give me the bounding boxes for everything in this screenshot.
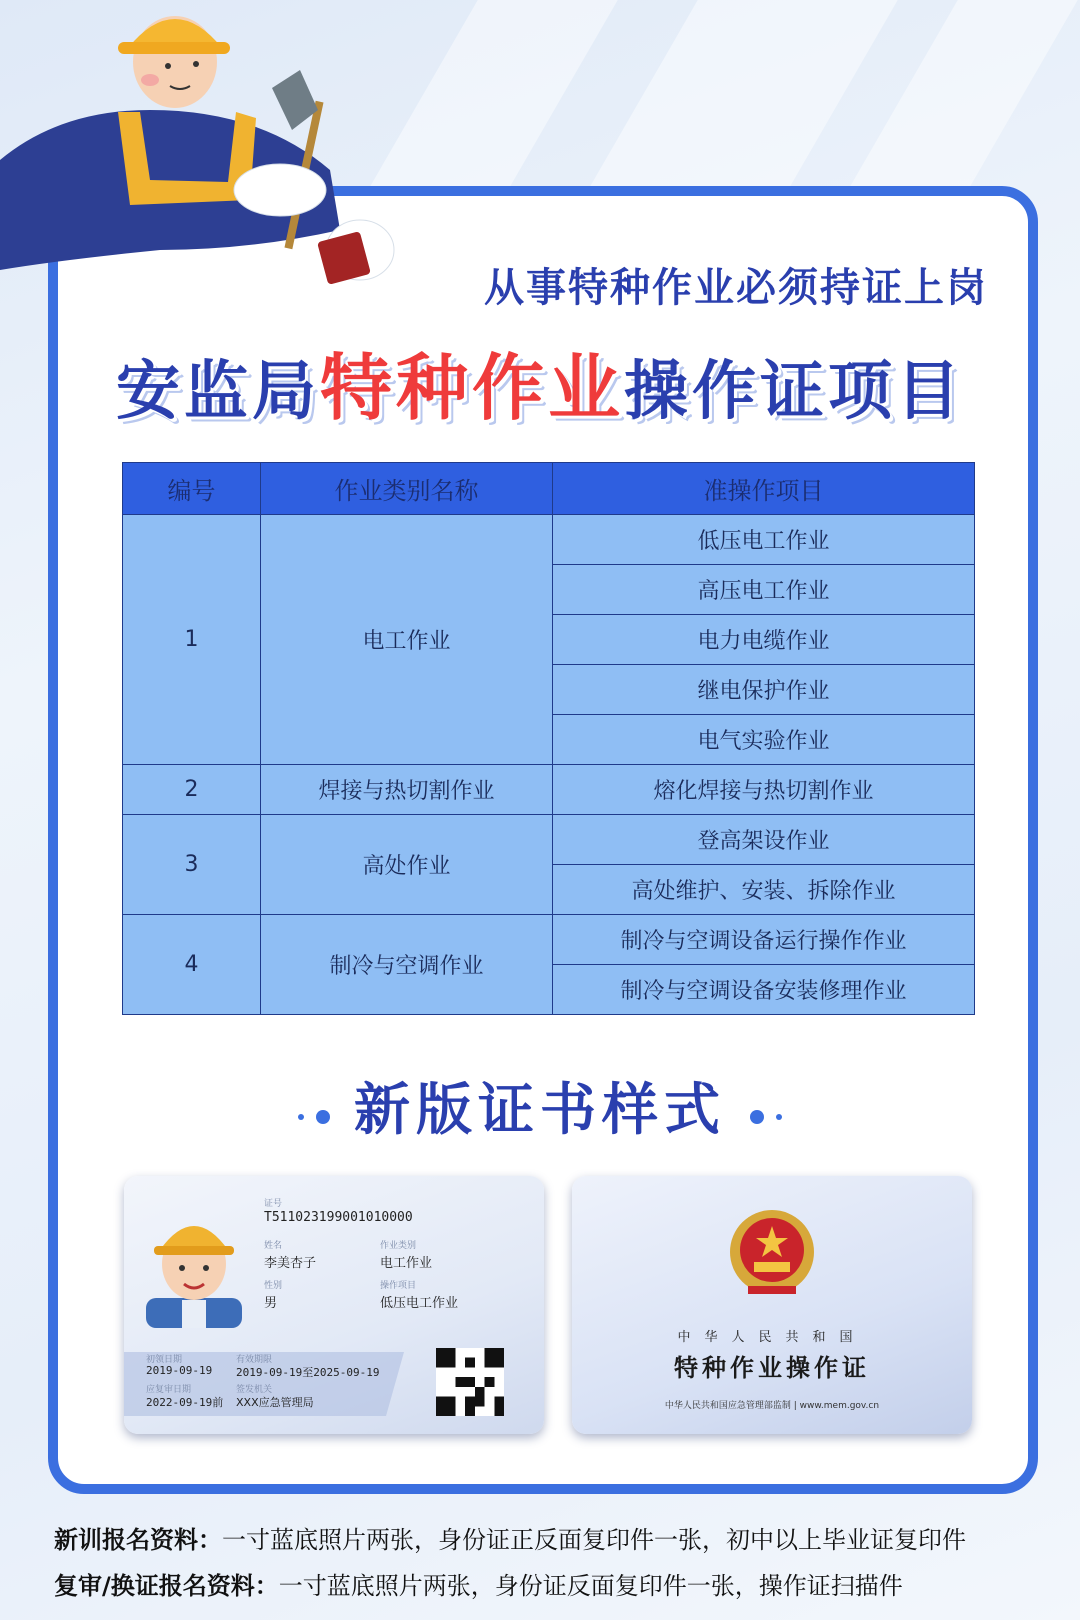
review-label: 应复审日期 [146,1385,192,1395]
certificate-back [572,1176,972,1434]
title-prefix: 安监局 [115,355,320,429]
cell-item: 制冷与空调设备运行操作作业 [553,915,975,965]
header-items: 准操作项目 [553,463,975,515]
new-training-text: 一寸蓝底照片两张，身份证正反面复印件一张，初中以上毕业证复印件 [222,1526,966,1554]
cell-category: 电工作业 [261,515,553,765]
renewal-note [54,1566,903,1601]
table-header-row [123,463,975,515]
table-row [123,815,975,865]
cell-item: 登高架设作业 [553,815,975,865]
name-label: 姓名 [264,1241,283,1251]
title-highlight: 特种作业 [319,346,624,430]
validity-label: 有效期限 [236,1355,273,1365]
cell-category: 制冷与空调作业 [261,915,553,1015]
section-title [60,1066,1020,1146]
table-row [123,765,975,815]
cell-item: 制冷与空调设备安装修理作业 [553,965,975,1015]
qr-code-icon [436,1348,504,1416]
country-name: 中华人民共和国 [677,1330,867,1345]
review-date: 2022-09-19前 [146,1396,224,1409]
dots-right-icon [744,1081,788,1146]
worker-avatar-icon [142,1198,246,1328]
cert-item: 低压电工作业 [380,1296,459,1311]
issuer-footer: 中华人民共和国应急管理部监制 | www.mem.gov.cn [664,1401,880,1411]
validity-period: 2019-09-19至2025-09-19 [236,1366,380,1379]
cell-number: 3 [123,815,261,915]
issuer: XXX应急管理局 [236,1396,314,1409]
cell-item: 高处维护、安装、拆除作业 [553,865,975,915]
cell-item: 电气实验作业 [553,715,975,765]
cert-category: 电工作业 [380,1256,433,1271]
title-suffix: 操作证项目 [624,355,964,429]
cell-number: 4 [123,915,261,1015]
first-issue-label: 初领日期 [146,1355,183,1365]
cert-no-label: 证号 [264,1199,283,1209]
cell-number: 1 [123,515,261,765]
header-category: 作业类别名称 [261,463,553,515]
new-training-label: 新训报名资料： [54,1526,222,1554]
cert-no: T511023199001010000 [264,1210,413,1225]
issuer-label: 签发机关 [236,1385,273,1395]
cell-category: 焊接与热切割作业 [261,765,553,815]
renewal-label: 复审/换证报名资料： [54,1572,279,1600]
certificate-front [124,1176,544,1434]
cell-number: 2 [123,765,261,815]
cell-item: 电力电缆作业 [553,615,975,665]
holder-name: 李美杏子 [264,1256,317,1271]
subtitle: 从事特种作业必须持证上岗 [484,265,988,311]
cell-item: 继电保护作业 [553,665,975,715]
category-label: 作业类别 [380,1241,417,1251]
new-training-note [54,1520,966,1555]
section-title-text: 新版证书样式 [354,1078,726,1143]
certificate-title: 特种作业操作证 [674,1354,870,1382]
cell-category: 高处作业 [261,815,553,915]
gender-label: 性别 [264,1281,283,1291]
cell-item: 高压电工作业 [553,565,975,615]
operation-items-table [122,462,974,1015]
national-emblem-icon [728,1206,816,1298]
first-issue-date: 2019-09-19 [146,1364,213,1377]
holder-gender: 男 [264,1296,278,1311]
table-row [123,515,975,565]
dots-left-icon [292,1081,336,1146]
header-number: 编号 [123,463,261,515]
item-label: 操作项目 [380,1281,417,1291]
page-title [60,330,1020,434]
renewal-text: 一寸蓝底照片两张，身份证反面复印件一张，操作证扫描件 [278,1572,903,1600]
cell-item: 低压电工作业 [553,515,975,565]
table-row [123,915,975,965]
cell-item: 熔化焊接与热切割作业 [553,765,975,815]
